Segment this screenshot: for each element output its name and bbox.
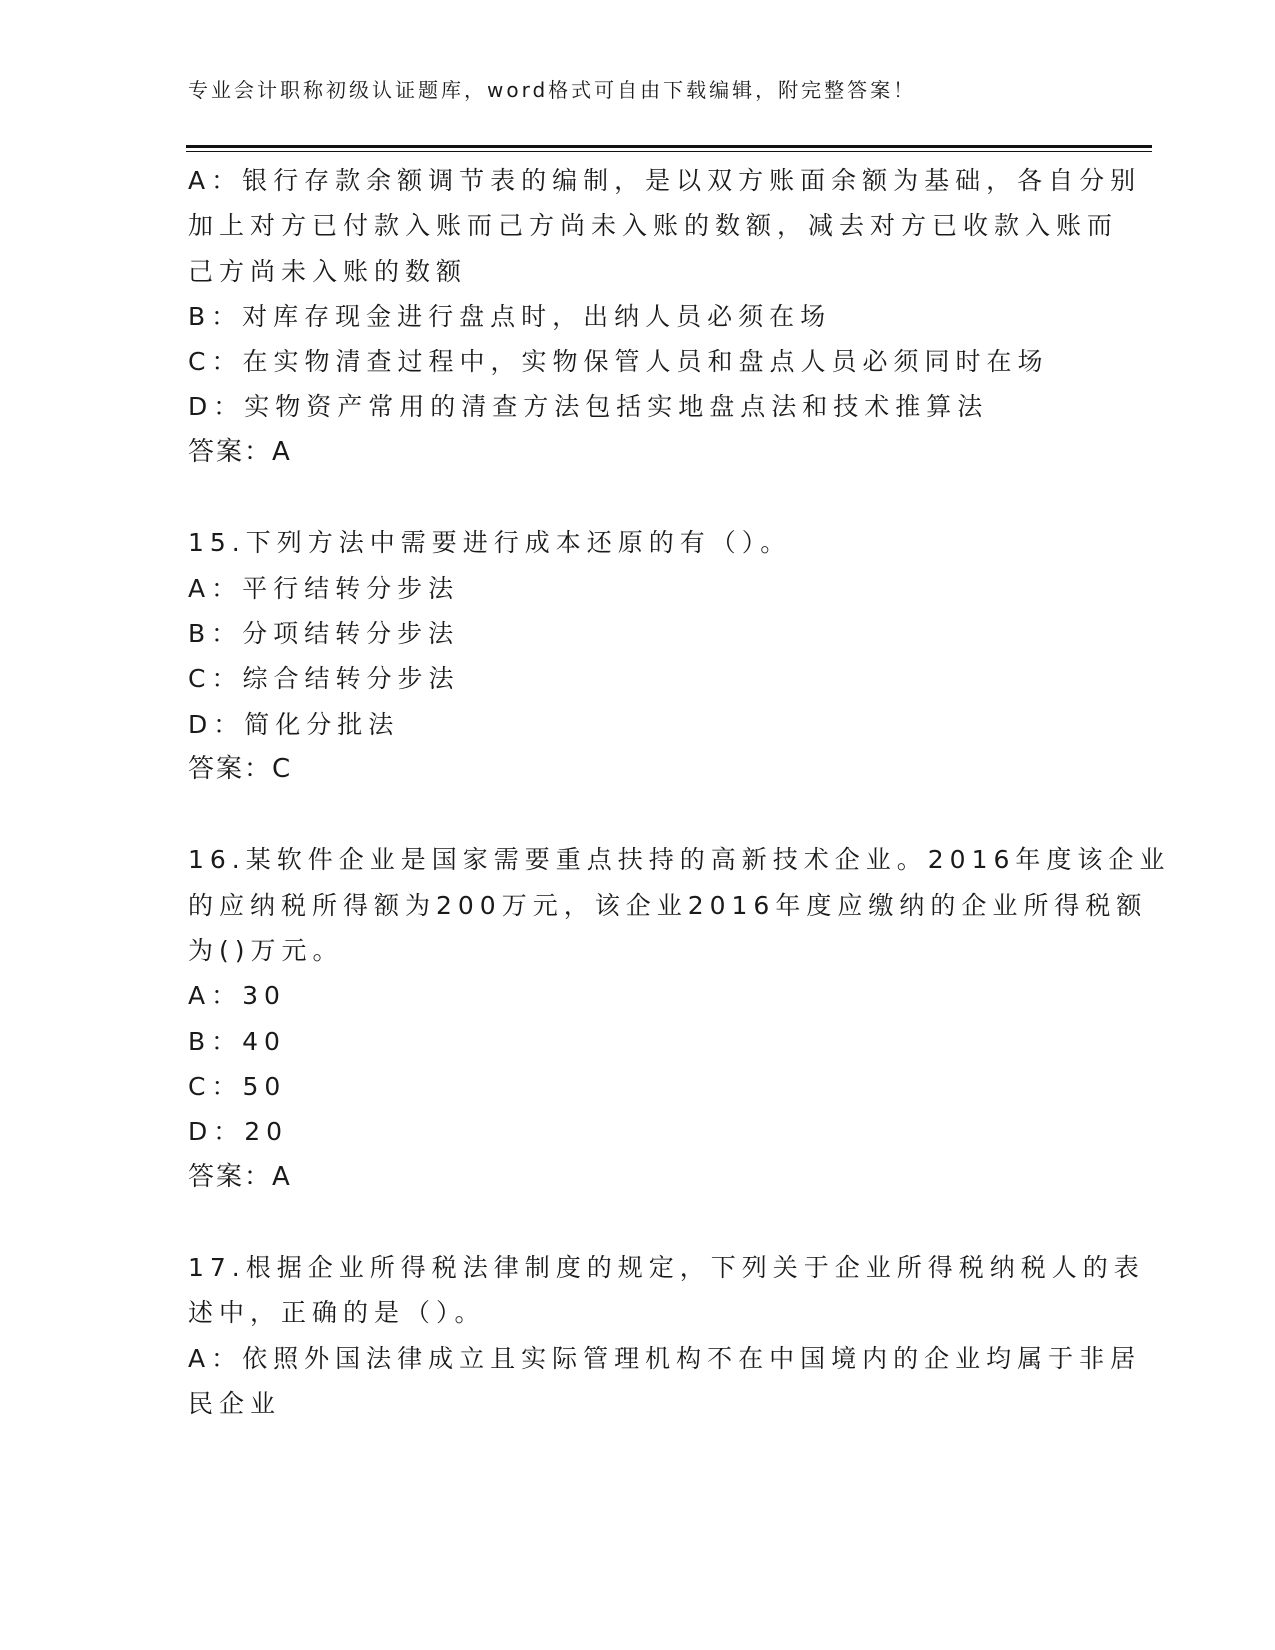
question-line: 15.下列方法中需要进行成本还原的有（）。 [188,528,792,558]
option-line: D：20 [188,1117,289,1147]
header-rule-thin [186,151,1152,152]
option-line: D：实物资产常用的清查方法包括实地盘点法和技术推算法 [188,392,989,422]
question-content [188,158,1171,1426]
question-block-15 [188,520,1088,792]
option-line: 己方尚未入账的数额 [188,256,468,286]
option-line: A：30 [188,981,286,1011]
option-line: C：在实物清查过程中，实物保管人员和盘点人员必须同时在场 [188,347,1049,377]
option-line: C：50 [188,1071,287,1101]
block-spacer [188,475,1088,520]
option-line: B：分项结转分步法 [188,618,460,648]
question-line: 为()万元。 [188,936,344,966]
option-line: B：40 [188,1026,286,1056]
option-line: A：依照外国法律成立且实际管理机构不在中国境内的企业均属于非居 [188,1343,1142,1373]
block-spacer [188,792,1088,837]
question-block-16 [188,837,1171,1199]
question-line: 的应纳税所得额为200万元，该企业2016年度应缴纳的企业所得税额 [188,890,1148,920]
question-block-17 [188,1245,1145,1426]
header-text: 专业会计职称初级认证题库，word格式可自由下载编辑，附完整答案！ [188,78,917,102]
option-line: 加上对方已付款入账而己方尚未入账的数额，减去对方已收款入账而 [188,211,1119,241]
answer-line: 答案：C [188,753,293,784]
option-line: A：平行结转分步法 [188,573,460,603]
question-block-14 [188,158,1142,475]
answer-line: 答案：A [188,1161,292,1192]
block-spacer [188,1200,1088,1245]
question-line: 17.根据企业所得税法律制度的规定，下列关于企业所得税纳税人的表 [188,1253,1145,1283]
question-line: 16.某软件企业是国家需要重点扶持的高新技术企业。2016年度该企业 [188,845,1171,875]
option-line: A：银行存款余额调节表的编制，是以双方账面余额为基础，各自分别 [188,166,1142,195]
option-line: C：综合结转分步法 [188,664,460,694]
header-rule-thick [186,145,1152,148]
answer-line: 答案：A [188,436,292,467]
option-line: D：简化分批法 [188,709,400,739]
option-line: 民企业 [188,1389,282,1419]
option-line: B：对库存现金进行盘点时，出纳人员必须在场 [188,301,832,331]
question-line: 述中，正确的是（）。 [188,1298,486,1328]
